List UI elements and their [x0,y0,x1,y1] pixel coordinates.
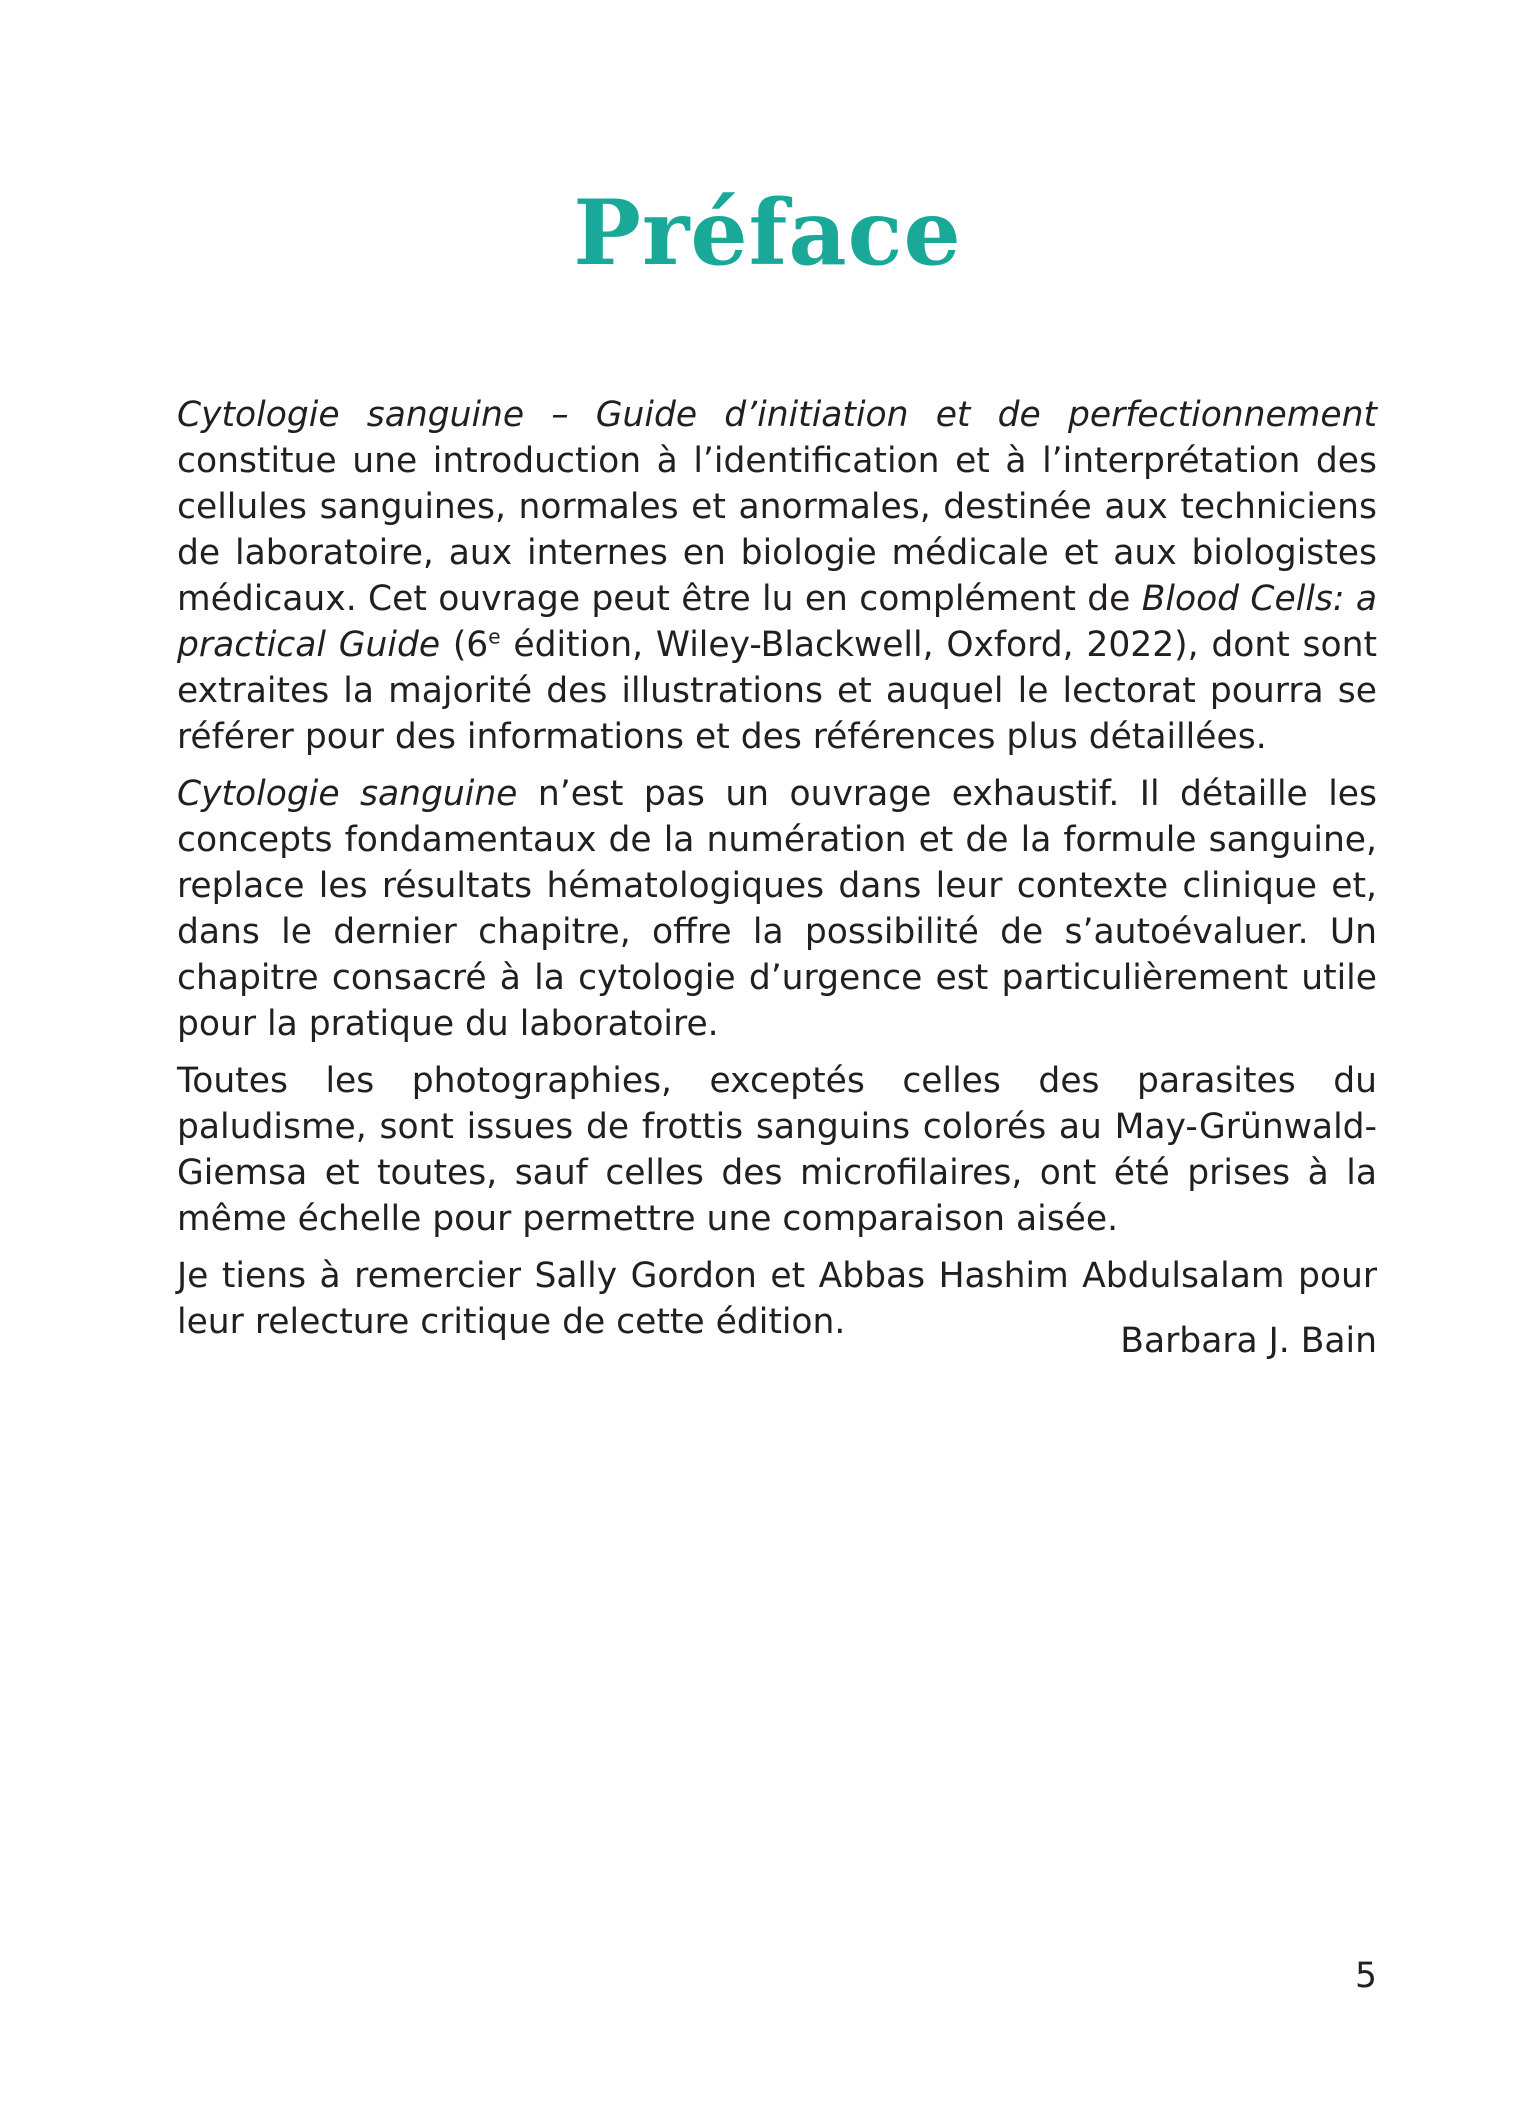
book-title: Cytologie sanguine – Guide d’initiation et de perfectionnement [177,395,1377,435]
page-title: Préface [573,180,962,286]
reference-book-title: Blood Cells: a practical Guide [177,579,1377,665]
author-signature: Barbara J. Bain [1120,1321,1377,1361]
paragraph-1-text-c: édition, Wiley-Blackwell, Oxford, 2022), dont sont extraites la majorité des illustrations et auquel le lectorat pourra se référer pour des informations et des références plus détaillées. [177,625,1377,757]
paragraph-4: Je tiens à remercier Sally Gordon et Abbas Hashim Abdulsalam pour leur relecture critique de cette édition. [177,1256,1377,1342]
paragraph-1-text-a: constitue une introduction à l’identification et à l’interprétation des cellules sanguines, normales et anormales, destinée aux techniciens de laboratoire, aux internes en biologie médicale et aux biologistes médicaux. Cet ouvrage peut être lu en complément de [177,441,1377,619]
paragraph-2 [177,771,1377,1047]
paragraph-2-text: n’est pas un ouvrage exhaustif. Il détaille les concepts fondamentaux de la numération et de la formule sanguine, replace les résultats hématologiques dans leur contexte clinique et, dans le dernier chapitre, offre la possibilité de s’autoévaluer. Un chapitre consacré à la cytologie d’urgence est particulièrement utile pour la pratique du laboratoire. [177,774,1378,1044]
edition-superscript: e [488,624,501,649]
paragraph-1-text-b: (6 [440,625,489,665]
paragraph-3: Toutes les photographies, exceptés celles des parasites du paludisme, sont issues de frottis sanguins colorés au May-Grünwald-Giemsa et toutes, sauf celles des microfilaires, ont été prises à la même échelle pour permettre une comparaison aisée. [177,1061,1377,1239]
paragraph-1 [177,392,1377,760]
page-number: 5 [1355,1956,1377,1996]
book-title-short: Cytologie sanguine [177,774,518,814]
preface-body [177,392,1377,1356]
